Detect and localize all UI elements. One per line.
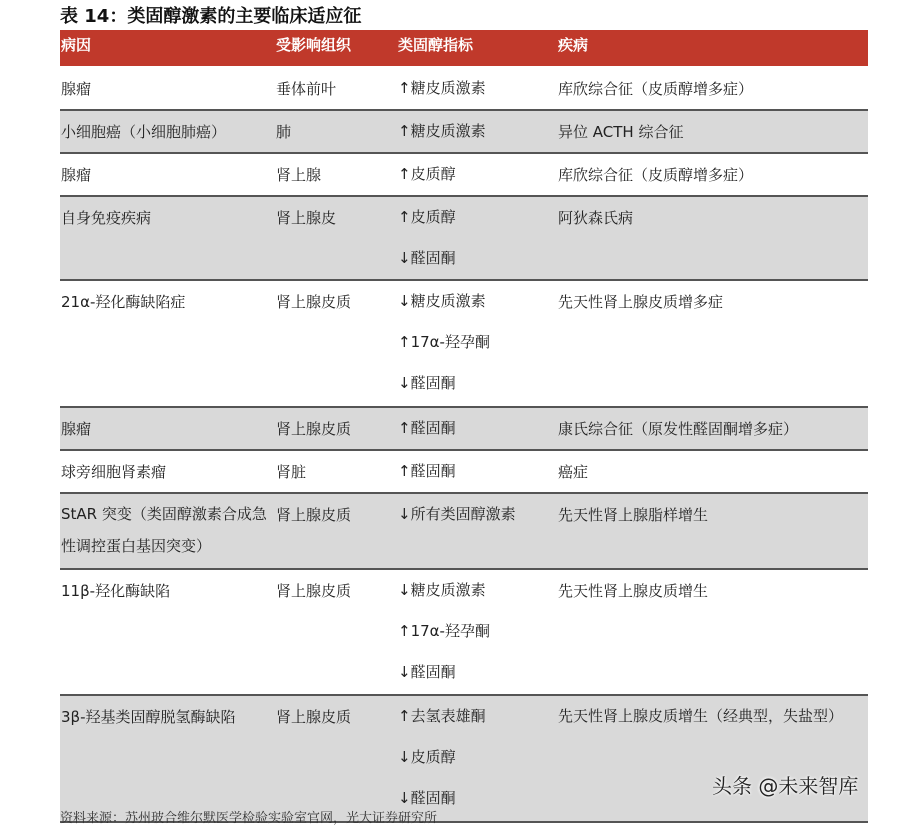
cell-tissue: 肾上腺皮质 (276, 582, 352, 600)
cell-cause: 腺瘤 (61, 80, 92, 98)
table-row (60, 111, 868, 154)
table-header (60, 30, 868, 68)
indicator: ↑皮质醇 (398, 165, 456, 183)
indicator: ↑醛固酮 (398, 462, 456, 480)
cell-indicators (398, 580, 558, 703)
cell-indicators (398, 504, 558, 545)
cell-disease: 先天性肾上腺皮质增生（经典型，失盐型） (558, 707, 844, 725)
cell-tissue: 肺 (276, 123, 292, 141)
header-cause: 病因 (61, 36, 92, 54)
cell-tissue: 肾脏 (276, 463, 307, 481)
cell-cause: 球旁细胞肾素瘤 (61, 463, 167, 481)
cell-tissue: 肾上腺皮 (276, 209, 337, 227)
table-row (60, 154, 868, 197)
cell-cause: 自身免疫疾病 (61, 209, 152, 227)
table-row (60, 451, 868, 494)
cell-cause: 11β-羟化酶缺陷 (61, 582, 171, 600)
indicator: ↑皮质醇 (398, 208, 456, 226)
indicator: ↓糖皮质激素 (398, 292, 486, 310)
cell-disease: 康氏综合征（原发性醛固酮增多症） (558, 420, 799, 438)
cell-disease: 库欣综合征（皮质醇增多症） (558, 80, 754, 98)
indicator: ↓醛固酮 (398, 374, 456, 392)
cell-cause: 腺瘤 (61, 166, 92, 184)
indicator: ↑醛固酮 (398, 419, 456, 437)
indicator: ↑去氢表雄酮 (398, 707, 486, 725)
header-indicator: 类固醇指标 (398, 36, 474, 54)
cell-tissue: 肾上腺皮质 (276, 506, 352, 524)
cell-disease: 库欣综合征（皮质醇增多症） (558, 166, 754, 184)
indicator: ↓醛固酮 (398, 663, 456, 681)
table-row (60, 494, 868, 570)
indicator: ↑17α-羟孕酮 (398, 622, 490, 640)
indicator: ↓醛固酮 (398, 249, 456, 267)
cell-disease: 阿狄森氏病 (558, 209, 634, 227)
cell-cause: 21α-羟化酶缺陷症 (61, 293, 186, 311)
header-disease: 疾病 (558, 36, 589, 54)
indicator: ↑糖皮质激素 (398, 79, 486, 97)
cell-indicators (398, 291, 558, 414)
watermark: 头条 @未来智库 (712, 774, 859, 798)
table-row (60, 68, 868, 111)
cell-cause: 3β-羟基类固醇脱氢酶缺陷 (61, 708, 236, 726)
cell-disease: 癌症 (558, 463, 589, 481)
indications-table (60, 30, 868, 823)
header-tissue: 受影响组织 (276, 36, 352, 54)
cell-cause: 腺瘤 (61, 420, 92, 438)
cell-tissue: 肾上腺皮质 (276, 708, 352, 726)
table-row (60, 197, 868, 281)
indicator: ↑17α-羟孕酮 (398, 333, 490, 351)
cell-disease: 异位 ACTH 综合征 (558, 123, 684, 141)
cell-tissue: 肾上腺皮质 (276, 293, 352, 311)
cell-tissue: 肾上腺 (276, 166, 322, 184)
table-row (60, 570, 868, 696)
table-row (60, 696, 868, 823)
indicator: ↓所有类固醇激素 (398, 505, 516, 523)
cell-tissue: 垂体前叶 (276, 80, 337, 98)
cell-tissue: 肾上腺皮质 (276, 420, 352, 438)
cell-disease: 先天性肾上腺皮质增多症 (558, 293, 724, 311)
table-title: 表 14：类固醇激素的主要临床适应征 (60, 6, 362, 27)
cell-cause: 小细胞癌（小细胞肺癌） (61, 123, 227, 141)
indicator: ↑糖皮质激素 (398, 122, 486, 140)
cell-indicators (398, 207, 558, 289)
table-row (60, 408, 868, 451)
cell-disease: 先天性肾上腺皮质增生 (558, 582, 709, 600)
indicator: ↓醛固酮 (398, 789, 456, 807)
table-row (60, 281, 868, 408)
indicator: ↓糖皮质激素 (398, 581, 486, 599)
cell-cause: StAR 突变（类固醇激素合成急性调控蛋白基因突变） (61, 505, 267, 555)
source-footnote: 资料来源：苏州玻合维尔默医学检验实验室官网，光大证券研究所 (60, 811, 438, 826)
cell-disease: 先天性肾上腺脂样增生 (558, 506, 709, 524)
indicator: ↓皮质醇 (398, 748, 456, 766)
